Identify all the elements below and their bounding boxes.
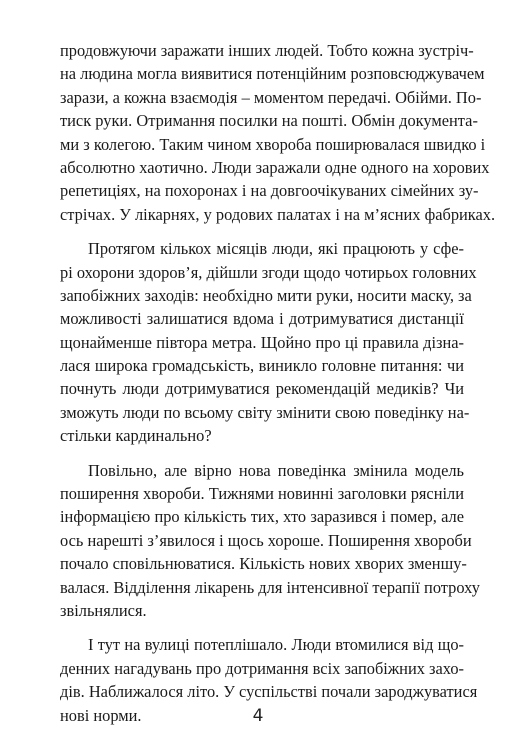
text-line: денних нагадувань про дотримання всіх запобіжних захо- xyxy=(60,658,464,678)
page-number: 4 xyxy=(252,706,264,726)
text-line: щонайменше півтора метра. Щойно про ці правила дізна- xyxy=(60,332,464,352)
text-line: Повільно, але вірно нова поведінка змінила модель xyxy=(88,460,464,480)
text-line: продовжуючи заражати інших людей. Тобто кожна зустріч- xyxy=(60,41,474,60)
text-line: стрічах. У лікарнях, у родових палатах і на м’ясних фабриках. xyxy=(60,204,496,224)
text-line: почало сповільнюватися. Кількість нових хворих зменшу- xyxy=(60,554,467,574)
text-line: лася широка громадськість, виникло головне питання: чи xyxy=(60,356,464,376)
text-line: нові норми. xyxy=(60,705,142,725)
text-line: І тут на вулиці потеплішало. Люди втомилися від що- xyxy=(88,635,464,655)
paragraph-2 xyxy=(60,237,477,448)
text-line: ми з колегою. Таким чином хвороба поширювалася швидко і xyxy=(60,134,486,154)
text-line: тиск руки. Отримання посилки на пошті. Обмін документа- xyxy=(60,111,478,131)
paragraph-3 xyxy=(60,459,480,623)
text-line: інформацією про кількість тих, хто заразився і помер, але xyxy=(60,507,464,527)
text-line: звільнялися. xyxy=(60,600,147,620)
text-line: можливості залишатися вдома і дотримуватися дистанції xyxy=(60,309,464,329)
text-line: на людина могла виявитися потенційним розповсюджувачем xyxy=(60,64,485,84)
text-line: репетиціях, на похоронах і на довгоочікуваних сімейних зу- xyxy=(60,181,479,201)
text-line: стільки кардинально? xyxy=(60,426,212,446)
text-line: поширення хвороби. Тижнями новинні заголовки рясніли xyxy=(60,484,464,504)
page-body xyxy=(60,39,496,738)
text-line: валася. Відділення лікарень для інтенсивної терапії потроху xyxy=(60,577,480,597)
text-line: зарази, а кожна взаємодія – моментом передачі. Обійми. По- xyxy=(60,87,482,107)
text-line: рі охорони здоров’я, дійшли згоди щодо чотирьох головних xyxy=(60,262,477,282)
text-line: почнуть люди дотримуватися рекомендацій медиків? Чи xyxy=(60,379,464,399)
text-line: Протягом кількох місяців люди, які працюють у сфе- xyxy=(88,239,464,259)
text-line: запобіжних заходів: необхідно мити руки, носити маску, за xyxy=(60,285,472,305)
text-line: ось нарешті з’явилося і щось хороше. Поширення хвороби xyxy=(60,530,472,550)
text-line: абсолютно хаотично. Люди заражали одне одного на хорових xyxy=(60,157,490,177)
text-line: зможуть люди по всьому світу змінити свою поведінку на- xyxy=(60,402,470,422)
paragraph-1 xyxy=(60,39,496,226)
text-line: дів. Наближалося літо. У суспільстві почали зароджуватися xyxy=(60,682,478,702)
